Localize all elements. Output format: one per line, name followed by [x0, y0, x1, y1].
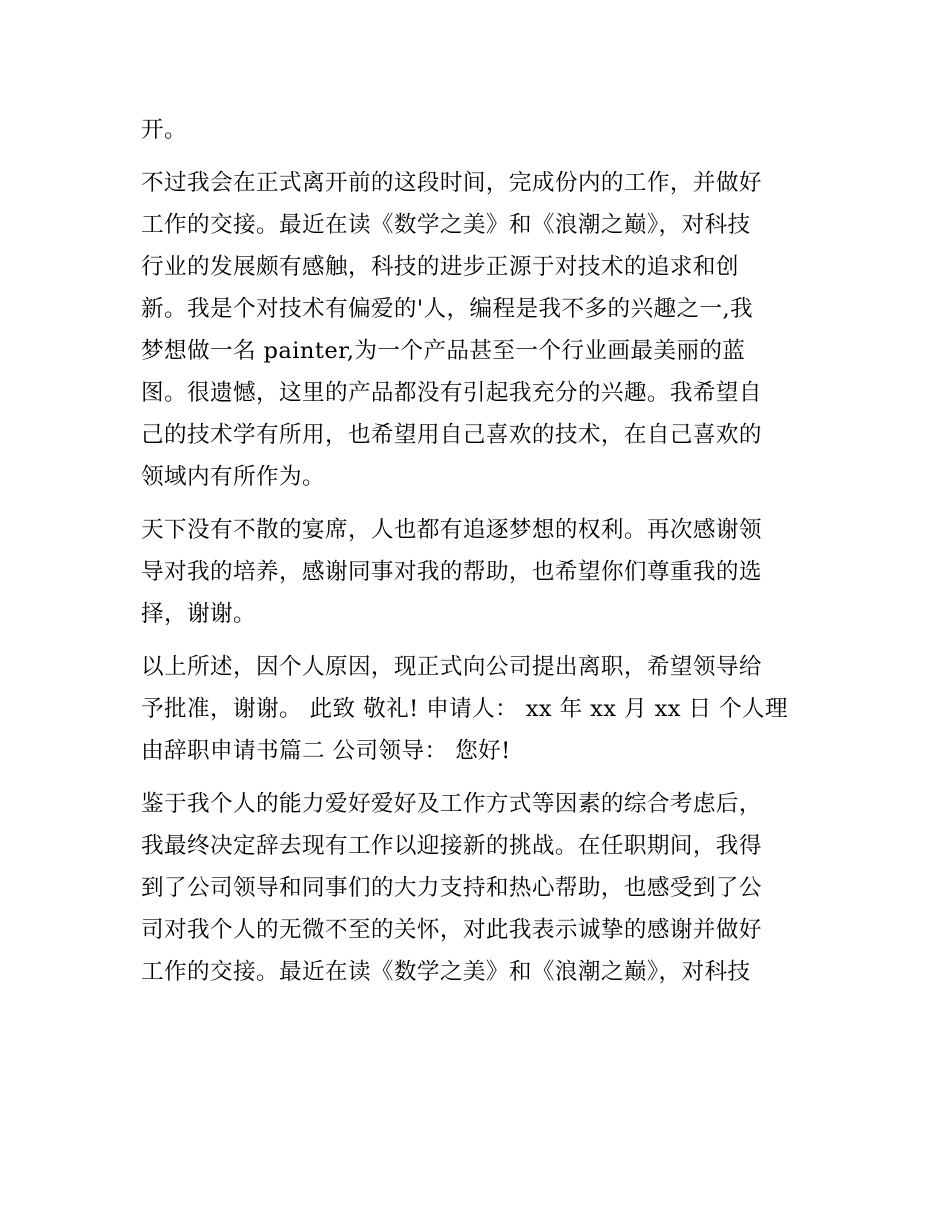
document-body — [141, 109, 821, 993]
text-line: 新。我是个对技术有偏爱的'人，编程是我不多的兴趣之一,我 — [141, 296, 754, 322]
text-line: 开。 — [141, 117, 187, 143]
text-line: 己的技术学有所用，也希望用自己喜欢的技术，在自己喜欢的 — [141, 422, 762, 448]
text-line: 导对我的培养，感谢同事对我的帮助，也希望你们尊重我的选 — [141, 559, 762, 585]
text-line: 鉴于我个人的能力爱好爱好及工作方式等因素的综合考虑后， — [141, 791, 762, 817]
text-line: 领域内有所作为。 — [141, 464, 325, 490]
text-line: 到了公司领导和同事们的大力支持和热心帮助，也感受到了公 — [141, 875, 762, 901]
text-line: 工作的交接。最近在读《数学之美》和《浪潮之巅》，对科技 — [141, 959, 751, 985]
text-line: 予批准，谢谢。 此致 敬礼! 申请人： xx 年 xx 月 xx 日 个人理 — [141, 696, 789, 722]
text-line: 图。很遗憾，这里的产品都没有引起我充分的兴趣。我希望自 — [141, 380, 762, 406]
text-line: 工作的交接。最近在读《数学之美》和《浪潮之巅》，对科技 — [141, 212, 751, 238]
text-line: 行业的发展颇有感触，科技的进步正源于对技术的追求和创 — [141, 254, 739, 280]
text-line: 由辞职申请书篇二 公司领导： 您好! — [141, 738, 511, 764]
text-line: 以上所述，因个人原因，现正式向公司提出离职，希望领导给 — [141, 654, 762, 680]
text-line: 梦想做一名 painter,为一个产品甚至一个行业画最美丽的蓝 — [141, 338, 746, 364]
text-line: 天下没有不散的宴席，人也都有追逐梦想的权利。再次感谢领 — [141, 517, 762, 543]
text-line: 司对我个人的无微不至的关怀，对此我表示诚挚的感谢并做好 — [141, 917, 762, 943]
text-line: 择，谢谢。 — [141, 601, 256, 627]
text-line: 不过我会在正式离开前的这段时间，完成份内的工作，并做好 — [141, 170, 762, 196]
text-line: 我最终决定辞去现有工作以迎接新的挑战。在任职期间，我得 — [141, 833, 762, 859]
